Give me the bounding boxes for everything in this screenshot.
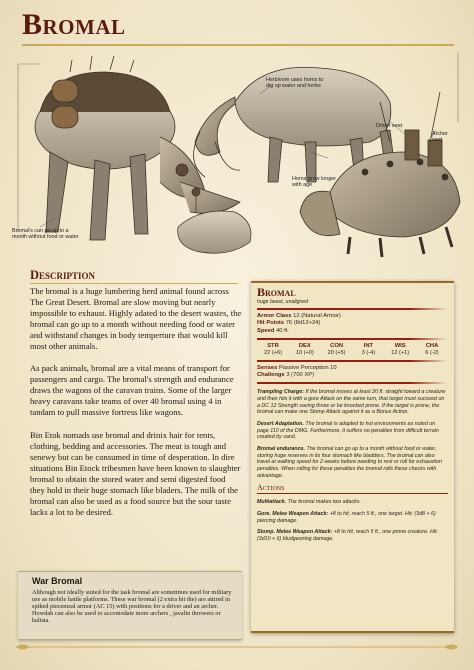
ability-value: 12 (+1) <box>391 349 410 356</box>
description-body <box>30 286 242 529</box>
callout-survival: Bromal's can go up to a month without food or water <box>12 228 79 241</box>
creature-type: huge beast, unaligned <box>257 299 309 305</box>
ability-name: DEX <box>298 342 311 349</box>
hit-points-label: Hit Points <box>257 320 285 327</box>
challenge-line <box>257 372 448 379</box>
trait-text: The bromal can go up to a month without food or water, storing huge reserves in its four stomach like bladders. The bromal can also travel at walking speed for 2 weeks before needing to rest or roll for exhaustion penalties. When rolling for these penalties the bromal rolls these checks with advantage. <box>257 446 442 479</box>
action-text: +8 to hit, reach 5 ft., one prone creature. Hit: (3d10 + 6) bludgeoning damage. <box>257 529 438 542</box>
challenge-value: 3 (700 XP) <box>286 372 315 379</box>
speed-label: Speed <box>257 327 275 334</box>
ability-cha <box>418 343 446 357</box>
trait-name: Trampling Charge: <box>257 389 304 396</box>
trait-text: The bromal is adapted to hot environments as noted on page 110 of the DMG. Furthermore, it suffers no penalties from difficult terrain created by sand. <box>257 421 439 441</box>
ability-name: STR <box>267 342 279 349</box>
description-heading: Description <box>30 268 96 282</box>
ability-value: 6 (-2) <box>425 349 439 356</box>
senses-label: Senses <box>257 364 278 371</box>
description-paragraph: Bin Etok nomads use bromal and drinix hair for tents, clothing, bedding and accessories. The meat is tough and senewy but can be consumed in time of desperation. In dire situations Bin Etock tribesmen have been known to slaughter bromal to obtain the stored water and semi digested food they hold in their huge stomach like bladers. The milk of the bromal can also be used as a food source but the sour taste lacks a lot to be desired. <box>30 429 241 517</box>
callout-horns: Horns grow longer with age <box>292 176 337 189</box>
ability-value: 3 (-4) <box>361 349 376 356</box>
ability-name: CHA <box>425 342 439 349</box>
challenge-label: Challenge <box>257 372 285 379</box>
page-title: Bromal <box>22 8 126 41</box>
war-bromal-sidebar <box>18 571 242 640</box>
trait-trampling-charge <box>257 389 448 416</box>
stat-divider <box>257 338 448 340</box>
senses-line <box>257 365 448 372</box>
action-gore <box>257 511 448 524</box>
trait-name: Desert Adaptation. <box>257 421 304 428</box>
speed-value: 40 ft. <box>276 327 289 334</box>
creature-name: Bromal <box>257 285 296 299</box>
sidebar-title: War Bromal <box>32 576 83 586</box>
armor-class-value: 12 (Natural Armor) <box>293 313 341 319</box>
ability-str <box>259 343 287 357</box>
ability-con <box>323 343 351 357</box>
action-text: The bromal makes two attacks. <box>287 499 361 506</box>
trait-text: If the bromal moves at least 20 ft. straight toward a creature and then hits it with a gore Attack on the same turn, that target must succeed on a DC 12 Strength saving throw or be knocked prone. If the target is prone, the bromal can make one Stomp Attack against it as a Bonus Action. <box>257 389 446 416</box>
ability-dex <box>291 343 319 357</box>
hit-points-line <box>257 320 448 327</box>
actions-heading: Actions <box>257 483 448 494</box>
ability-value: 22 (+6) <box>264 349 282 356</box>
stat-block <box>251 281 454 633</box>
ability-name: WIS <box>394 342 406 349</box>
action-name: Multiattack. <box>257 499 287 506</box>
senses-value: Passive Perception 10 <box>278 364 337 371</box>
action-multiattack <box>257 499 448 506</box>
description-paragraph: The bromal is a huge lumbering herd animal found across The Great Desert. Bromal are slow moving but nearly impossible to exhaust. Highly adated to the desert wastes, the bromal can go up to a month without needing food or water and withstand changes in body temperture that would kill most other animals. <box>30 286 242 352</box>
ability-wis <box>386 343 414 357</box>
callout-archer-seat: Archer seat <box>432 131 448 144</box>
trait-name: Bromal endurance. <box>257 446 305 453</box>
ability-int <box>354 343 382 357</box>
sidebar-text: Although not ideally suited for the task bromal are sometimes used for military use as mobile battle platforms. These war bromal (2 extra hit die) are attired in spiked piecemeal armor (AC 15) with positions for a driver and an archer. Howdah can also be used to accomodate more archers , javalin throwers or balista. <box>32 589 232 624</box>
callout-driver-seat: Driver seat <box>376 123 403 129</box>
ability-name: CON <box>330 342 344 349</box>
speed-line <box>257 328 448 335</box>
description-divider <box>30 283 238 284</box>
description-paragraph: As pack animals, bromal are a vital means of transport for passengers and cargo. The bromal's strength and endurance draws the wagons of the caravan trains. Some of the larger heavy caravans take teams of over 40 bromal using 4 in tandam to pull massive fortress like wagons. <box>30 363 234 418</box>
stat-divider <box>257 308 448 310</box>
ability-value: 10 (+0) <box>295 349 314 356</box>
action-name: Stomp. Melee Weapon Attack: <box>257 529 333 536</box>
callout-herbivore: Herbivore uses horns to dig up water and herbs <box>266 77 324 90</box>
ability-name: INT <box>363 342 374 349</box>
armor-class-line <box>257 313 448 320</box>
hit-points-value: 76 (8d12+24) <box>285 320 321 327</box>
footer-ornament <box>10 641 464 653</box>
trait-desert-adaptation <box>257 421 448 441</box>
action-name: Gore. Melee Weapon Attack: <box>257 511 329 518</box>
trait-bromal-endurance <box>257 446 448 479</box>
ability-scores <box>257 343 448 357</box>
armor-class-label: Armor Class <box>257 313 292 319</box>
ability-value: 20 (+5) <box>327 349 346 356</box>
action-text: +8 to hit, reach 5 ft., one target. Hit: (3d8 + 6) piercing damage. <box>257 511 436 524</box>
stat-divider <box>257 382 448 384</box>
stat-divider <box>257 360 448 362</box>
action-stomp <box>257 529 448 542</box>
